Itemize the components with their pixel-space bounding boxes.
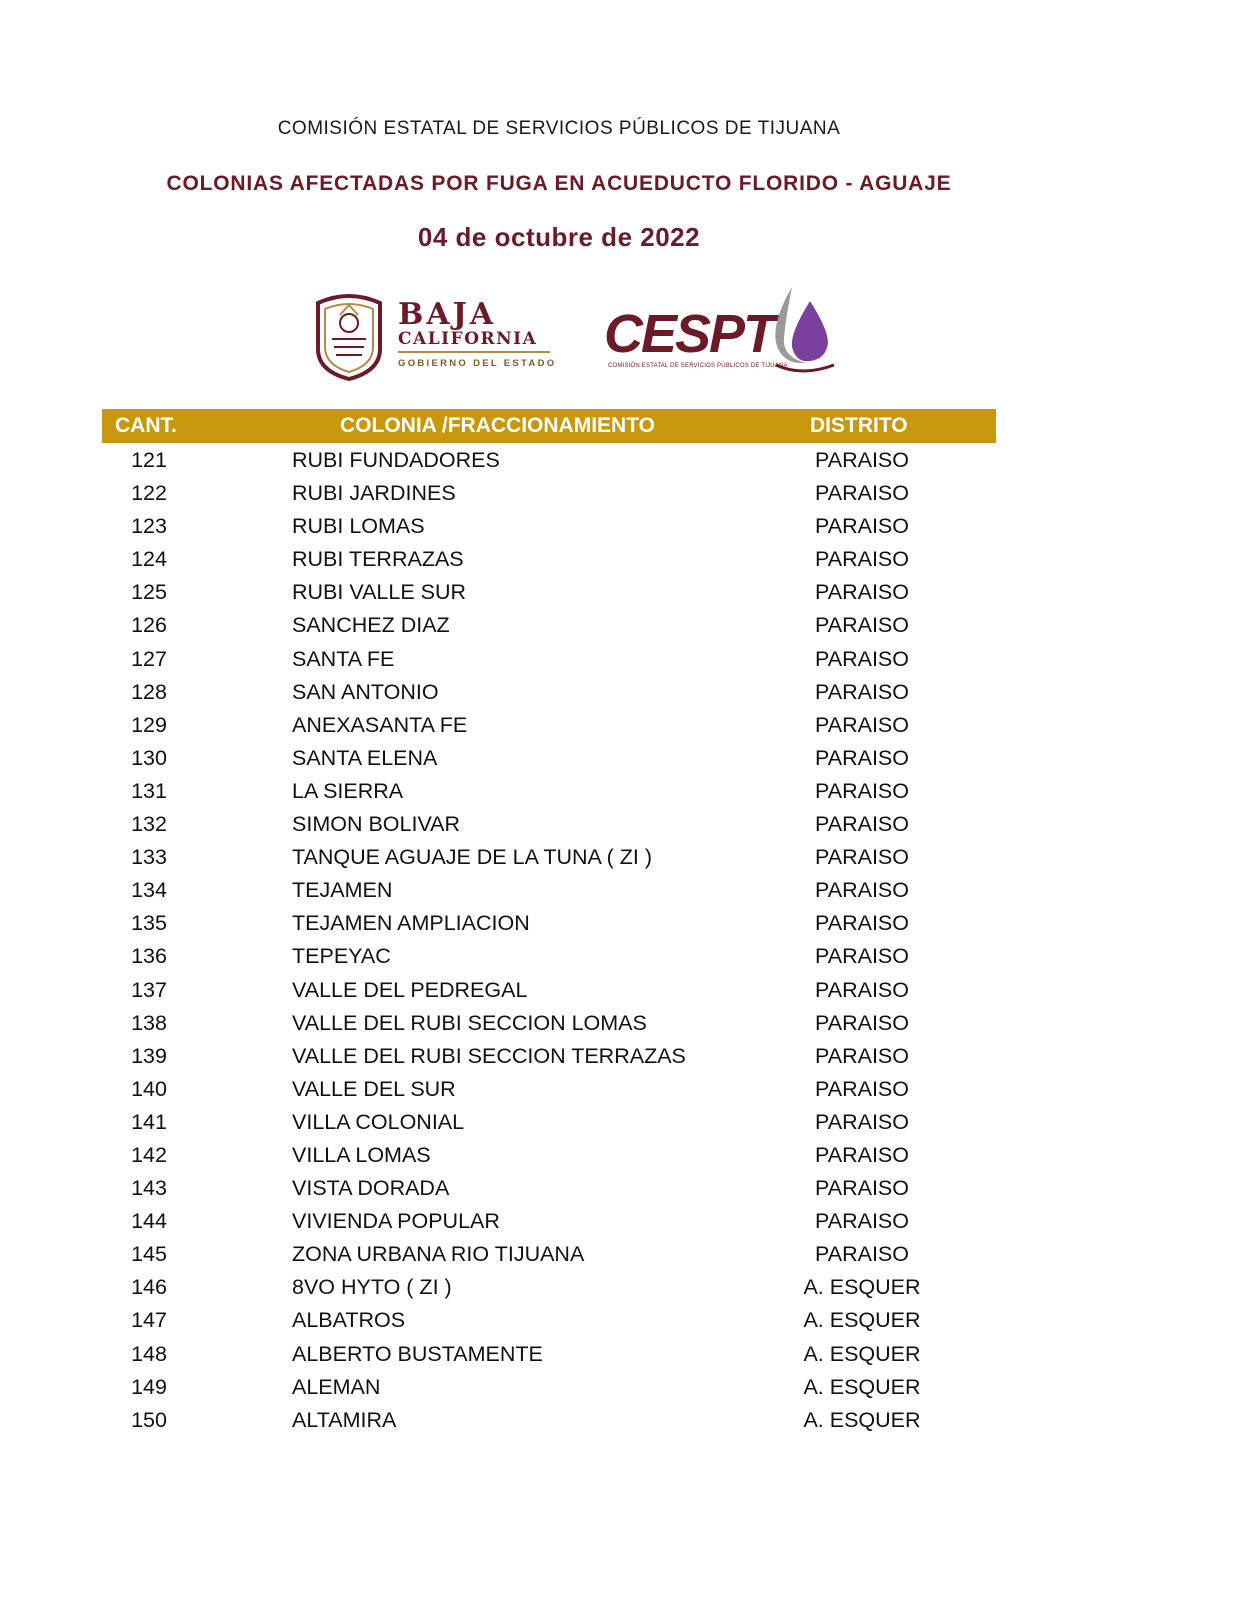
baja-logo-line2: CALIFORNIA	[398, 329, 538, 349]
table-row	[102, 1039, 996, 1072]
cell-colonia: ALTAMIRA	[292, 1407, 397, 1432]
cell-distrito: PARAISO	[815, 745, 909, 770]
cell-distrito: A. ESQUER	[803, 1341, 921, 1366]
cell-colonia: VALLE DEL PEDREGAL	[292, 977, 528, 1002]
cell-colonia: VALLE DEL RUBI SECCION LOMAS	[292, 1010, 647, 1035]
baja-logo-line1: BAJA	[398, 297, 497, 332]
table-row	[102, 708, 996, 741]
cell-colonia: RUBI LOMAS	[292, 514, 425, 539]
cell-cant: 143	[131, 1176, 167, 1201]
coat-of-arms-icon	[312, 291, 386, 381]
cespt-logo-subtitle: COMISIÓN ESTATAL DE SERVICIOS PÚBLICOS DE TIJUANA	[608, 363, 788, 369]
table-row	[102, 840, 996, 873]
cell-colonia: LA SIERRA	[292, 778, 404, 803]
cell-cant: 136	[131, 944, 167, 969]
cell-distrito: PARAISO	[815, 1010, 909, 1035]
cell-cant: 130	[131, 745, 167, 770]
cell-cant: 133	[131, 845, 167, 870]
cell-colonia: VALLE DEL RUBI SECCION TERRAZAS	[292, 1043, 686, 1068]
organization-name: COMISIÓN ESTATAL DE SERVICIOS PÚBLICOS DE TIJUANA	[277, 118, 841, 139]
cell-colonia: TEJAMEN AMPLIACION	[292, 911, 530, 936]
table-row	[102, 509, 996, 542]
cell-colonia: ALBERTO BUSTAMENTE	[292, 1341, 543, 1366]
cell-colonia: 8VO HYTO ( ZI )	[292, 1275, 452, 1300]
cell-colonia: TEPEYAC	[292, 944, 391, 969]
cell-cant: 125	[131, 580, 167, 605]
cell-distrito: PARAISO	[815, 944, 909, 969]
cespt-logo	[604, 285, 844, 385]
table-row	[102, 807, 996, 840]
cell-colonia: ANEXASANTA FE	[292, 712, 468, 737]
cell-colonia: SANTA ELENA	[292, 745, 438, 770]
cell-distrito: PARAISO	[815, 878, 909, 903]
cell-distrito: PARAISO	[815, 812, 909, 837]
cell-colonia: RUBI JARDINES	[292, 481, 456, 506]
table-row	[102, 774, 996, 807]
document-title: COLONIAS AFECTADAS POR FUGA EN ACUEDUCTO FLORIDO - AGUAJE	[166, 172, 952, 195]
cell-colonia: VIVIENDA POPULAR	[292, 1209, 500, 1234]
cell-colonia: RUBI FUNDADORES	[292, 448, 500, 472]
cell-colonia: SAN ANTONIO	[292, 679, 439, 704]
cell-cant: 129	[131, 712, 167, 737]
cell-distrito: PARAISO	[815, 1242, 909, 1267]
cell-distrito: PARAISO	[815, 1176, 909, 1201]
header-cant: CANT.	[115, 414, 177, 437]
cell-cant: 124	[131, 547, 167, 572]
table-row	[102, 1303, 996, 1336]
cell-distrito: PARAISO	[815, 481, 909, 506]
cell-distrito: PARAISO	[815, 1076, 909, 1101]
cell-cant: 122	[131, 481, 167, 506]
cell-distrito: PARAISO	[815, 712, 909, 737]
cell-distrito: PARAISO	[815, 911, 909, 936]
table-row	[102, 608, 996, 641]
cell-distrito: PARAISO	[815, 613, 909, 638]
cell-cant: 131	[131, 778, 167, 803]
cell-colonia: SANTA FE	[292, 646, 395, 671]
cell-distrito: PARAISO	[815, 646, 909, 671]
cell-colonia: VALLE DEL SUR	[292, 1076, 456, 1101]
cell-cant: 135	[131, 911, 167, 936]
cell-cant: 141	[131, 1109, 167, 1134]
table-row	[102, 1006, 996, 1039]
table-row	[102, 906, 996, 939]
water-drop-icon	[762, 281, 842, 381]
table-row	[102, 542, 996, 575]
document-date: 04 de octubre de 2022	[417, 222, 701, 252]
table-row	[102, 939, 996, 972]
table-row	[102, 1072, 996, 1105]
cell-cant: 146	[131, 1275, 167, 1300]
table-row	[102, 1138, 996, 1171]
table-row	[102, 1337, 996, 1370]
cell-distrito: PARAISO	[815, 448, 909, 472]
cell-cant: 127	[131, 646, 167, 671]
cell-distrito: PARAISO	[815, 514, 909, 539]
cell-colonia: ZONA URBANA RIO TIJUANA	[292, 1242, 585, 1267]
table-row	[102, 443, 996, 476]
table-row	[102, 1171, 996, 1204]
header-colonia: COLONIA /FRACCIONAMIENTO	[340, 414, 655, 437]
baja-logo-line3: GOBIERNO DEL ESTADO	[398, 358, 557, 369]
cell-distrito: A. ESQUER	[803, 1275, 921, 1300]
affected-colonies-table	[102, 409, 996, 1436]
cell-distrito: PARAISO	[815, 679, 909, 704]
cell-cant: 121	[131, 448, 167, 472]
cell-cant: 148	[131, 1341, 167, 1366]
cespt-logo-text: CESPT	[604, 304, 775, 364]
table-row	[102, 741, 996, 774]
table-row	[102, 1270, 996, 1303]
cell-distrito: A. ESQUER	[803, 1407, 921, 1432]
table-header	[102, 409, 996, 443]
table-row	[102, 476, 996, 509]
cell-distrito: PARAISO	[815, 547, 909, 572]
cell-distrito: PARAISO	[815, 845, 909, 870]
cell-colonia: ALBATROS	[292, 1308, 406, 1333]
baja-california-logo	[312, 285, 562, 385]
table-row	[102, 973, 996, 1006]
cell-distrito: PARAISO	[815, 1043, 909, 1068]
logos-bar	[312, 285, 852, 395]
cell-cant: 149	[131, 1374, 167, 1399]
cell-cant: 144	[131, 1209, 167, 1234]
cell-cant: 147	[131, 1308, 167, 1333]
cell-distrito: PARAISO	[815, 1109, 909, 1134]
cell-distrito: A. ESQUER	[803, 1374, 921, 1399]
table-body	[102, 443, 996, 1436]
cell-cant: 150	[131, 1407, 167, 1432]
cell-colonia: SANCHEZ DIAZ	[292, 613, 450, 638]
cell-colonia: VILLA COLONIAL	[292, 1109, 465, 1134]
cell-cant: 137	[131, 977, 167, 1002]
cell-cant: 145	[131, 1242, 167, 1267]
cell-distrito: PARAISO	[815, 580, 909, 605]
cell-cant: 140	[131, 1076, 167, 1101]
cell-colonia: VISTA DORADA	[292, 1176, 450, 1201]
cell-colonia: RUBI VALLE SUR	[292, 580, 467, 605]
cell-cant: 134	[131, 878, 167, 903]
cell-colonia: TEJAMEN	[292, 878, 393, 903]
table-row	[102, 1370, 996, 1403]
cell-cant: 132	[131, 812, 167, 837]
cell-colonia: SIMON BOLIVAR	[292, 812, 461, 837]
cell-distrito: PARAISO	[815, 1209, 909, 1234]
table-row	[102, 1204, 996, 1237]
cell-cant: 139	[131, 1043, 167, 1068]
table-row	[102, 642, 996, 675]
cell-distrito: PARAISO	[815, 977, 909, 1002]
table-row	[102, 675, 996, 708]
cell-colonia: TANQUE AGUAJE DE LA TUNA ( ZI )	[292, 845, 652, 870]
cell-colonia: RUBI TERRAZAS	[292, 547, 464, 572]
cell-colonia: VILLA LOMAS	[292, 1142, 431, 1167]
cell-cant: 138	[131, 1010, 167, 1035]
table-row	[102, 1105, 996, 1138]
cell-cant: 126	[131, 613, 167, 638]
cell-colonia: ALEMAN	[292, 1374, 381, 1399]
baja-logo-divider	[398, 351, 550, 353]
header-distrito: DISTRITO	[810, 414, 908, 437]
cell-cant: 128	[131, 679, 167, 704]
cell-cant: 123	[131, 514, 167, 539]
table-row	[102, 873, 996, 906]
cell-distrito: A. ESQUER	[803, 1308, 921, 1333]
cell-distrito: PARAISO	[815, 1142, 909, 1167]
cell-distrito: PARAISO	[815, 778, 909, 803]
table-row	[102, 575, 996, 608]
table-row	[102, 1403, 996, 1436]
cell-cant: 142	[131, 1142, 167, 1167]
table-row	[102, 1237, 996, 1270]
